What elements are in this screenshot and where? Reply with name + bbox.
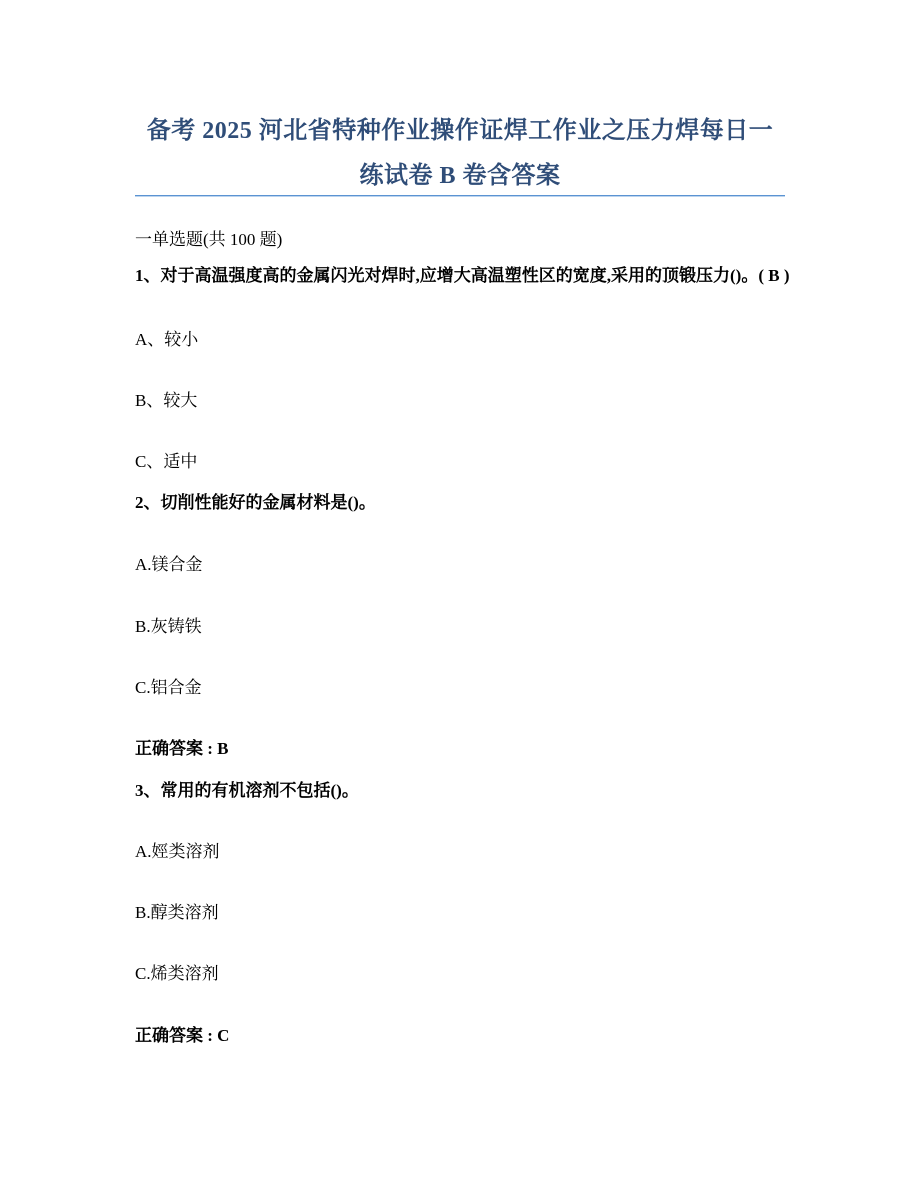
option-item: C.烯类溶剂	[135, 964, 219, 983]
option-item: A.镁合金	[135, 555, 203, 574]
title-divider	[135, 195, 785, 197]
question-stem: 1、对于高温强度高的金属闪光对焊时,应增大高温塑性区的宽度,采用的顶锻压力()。( B )	[135, 266, 790, 285]
option-item: B.醇类溶剂	[135, 903, 219, 922]
question-stem: 3、常用的有机溶剂不包括()。	[135, 781, 359, 800]
doc-title-line-1: 备考 2025 河北省特种作业操作证焊工作业之压力焊每日一	[146, 118, 774, 144]
option-item: B.灰铸铁	[135, 617, 202, 636]
option-item: B、较大	[135, 391, 198, 410]
option-item: C、适中	[135, 452, 198, 471]
answer-line: 正确答案 : B	[135, 739, 229, 758]
question-stem: 2、切削性能好的金属材料是()。	[135, 493, 376, 512]
option-item: A.娙类溶剂	[135, 842, 220, 861]
doc-title-line-2: 练试卷 B 卷含答案	[359, 163, 561, 189]
answer-line: 正确答案 : C	[135, 1026, 230, 1045]
option-item: A、较小	[135, 330, 199, 349]
section-heading: 一单选题(共 100 题)	[135, 230, 283, 249]
option-item: C.铝合金	[135, 678, 202, 697]
